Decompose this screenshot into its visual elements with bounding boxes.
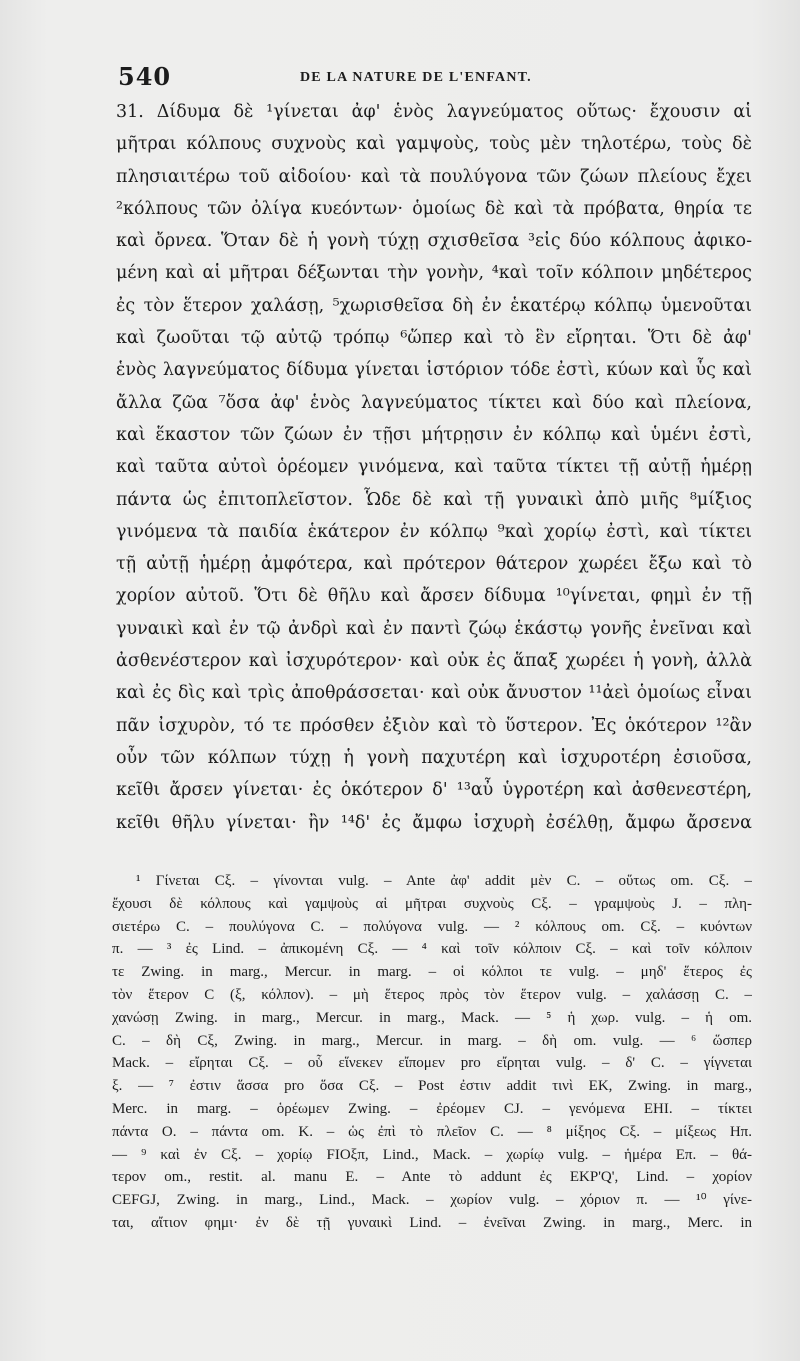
body-line: ἐς τὸν ἕτερον χαλάσῃ, ⁵χωρισθεῖσα δὴ ἐν ἑκατέρῳ κόλπῳ ὑμενοῦται — [116, 295, 752, 316]
footnote-line: ται, αἴτιον φημι· ἐν δὲ τῇ γυναικὶ Lind. – ἐνεῖναι Zwing. in marg., Merc. in — [112, 1214, 752, 1231]
footnote-line: τε Zwing. in marg., Mercur. in marg. – οἱ κόλποι τε vulg. – μηδ' ἕτερος ἐς — [112, 964, 752, 981]
footnote-line: ξ. — ⁷ ἐστιν ἅσσα pro ὅσα Cξ. – Post ἐστιν addit τινὶ EK, Zwing. in marg., — [112, 1078, 752, 1095]
footnote-line: σιετέρω C. – πουλύγονα C. – πολύγονα vulg. — ² κόλπους om. Cξ. – κυόντων — [112, 918, 752, 935]
body-line: οὖν τῶν κόλπων τύχῃ ἡ γονὴ παχυτέρη καὶ ἰσχυροτέρη ἐσιοῦσα, — [116, 747, 752, 768]
page-number: 540 — [118, 62, 172, 91]
body-line: καὶ ὄρνεα. Ὅταν δὲ ἡ γονὴ τύχῃ σχισθεῖσα ³εἰς δύο κόλπους ἀφικο- — [116, 231, 752, 252]
body-line: γυναικὶ καὶ ἐν τῷ ἀνδρὶ καὶ ἐν παντὶ ζώῳ ἑκάστῳ γονῆς ἐνεῖναι καὶ — [116, 618, 752, 639]
footnote-line: χανώσῃ Zwing. in marg., Mercur. in marg., Mack. — ⁵ ἡ χωρ. vulg. – ἡ om. — [112, 1009, 752, 1026]
body-line: ἑνὸς λαγνεύματος δίδυμα γίνεται ἱστόριον τόδε ἐστὶ, κύων καὶ ὗς καὶ — [116, 360, 752, 381]
body-line: κεῖθι ἄρσεν γίνεται· ἐς ὁκότερον δ' ¹³αὖ ὑγροτέρη καὶ ἀσθενεστέρη, — [116, 780, 752, 801]
page-header — [118, 62, 758, 92]
footnote-line: πάντα O. – πάντα om. K. – ὡς ἐπὶ τὸ πλεῖον C. — ⁸ μίξηος Cξ. – μίξεως Hπ. — [112, 1123, 752, 1140]
body-line: καὶ ἐς δὶς καὶ τρὶς ἀποθράσσεται· καὶ οὐκ ἄνυστον ¹¹ἀεὶ ὁμοίως εἶναι — [116, 683, 752, 704]
body-line: χορίον αὐτοῦ. Ὅτι δὲ θῆλυ καὶ ἄρσεν δίδυμα ¹⁰γίνεται, φημὶ ἐν τῇ — [116, 586, 752, 607]
footnote-line: CEFGJ, Zwing. in marg., Lind., Mack. – χωρίον vulg. – χόριον π. — ¹⁰ γίνε- — [112, 1192, 752, 1209]
body-line: ἀσθενέστερον καὶ ἰσχυρότερον· καὶ οὐκ ἐς ἅπαξ χωρέει ἡ γονὴ, ἀλλὰ — [116, 651, 752, 672]
body-line: τῇ αὐτῇ ἡμέρῃ ἀμφότερα, καὶ πρότερον θάτερον χωρέει ἔξω καὶ τὸ — [116, 554, 752, 575]
body-line: πάντα ὡς ἐπιτοπλεῖστον. Ὧδε δὲ καὶ τῇ γυναικὶ ἀπὸ μιῆς ⁸μίξιος — [116, 489, 752, 510]
footnote-line: π. — ³ ἐς Lind. – ἀπικομένη Cξ. — ⁴ καὶ τοῖν κόλποιν Cξ. – καὶ τοῖν κόλποιν — [112, 941, 752, 958]
body-line: πᾶν ἰσχυρὸν, τό τε πρόσθεν ἐξιὸν καὶ τὸ ὕστερον. Ἐς ὁκότερον ¹²ἂν — [116, 715, 752, 736]
body-line: γινόμενα τὰ παιδία ἑκάτερον ἐν κόλπῳ ⁹καὶ χορίῳ ἐστὶ, καὶ τίκτει — [116, 521, 752, 542]
footnote-line: τερον om., restit. al. manu E. – Ante τὸ addunt ἐς EKP'Q', Lind. – χορίον — [112, 1169, 752, 1186]
footnote-line: Merc. in marg. – ὁρέωμεν Zwing. – ἐρέομεν CJ. – γενόμενα EHI. – τίκτει — [112, 1100, 752, 1117]
body-line: 31. Δίδυμα δὲ ¹γίνεται ἀφ' ἑνὸς λαγνεύματος οὕτως· ἔχουσιν αἱ — [116, 102, 752, 122]
footnotes — [112, 870, 752, 1235]
body-line: καὶ ταῦτα αὐτοὶ ὁρέομεν γινόμενα, καὶ ταῦτα τίκτει τῇ αὐτῇ ἡμέρῃ — [116, 457, 752, 478]
body-line: ²κόλπους τῶν ὀλίγα κυεόντων· ὁμοίως δὲ καὶ τὰ πρόβατα, θηρία τε — [116, 198, 752, 219]
body-line: μῆτραι κόλπους συχνοὺς καὶ γαμψοὺς, τοὺς μὲν τηλοτέρω, τοὺς δὲ — [116, 134, 752, 155]
footnote-line: ¹ Γίνεται Cξ. – γίνονται vulg. – Ante ἀφ' addit μὲν C. – οὕτως om. Cξ. – — [136, 873, 752, 889]
footnote-line: C. – δὴ Cξ, Zwing. in marg., Mercur. in marg. – δὴ om. vulg. — ⁶ ὥσπερ — [112, 1032, 752, 1049]
footnote-line: ἔχουσι δὲ κόλπους καὶ γαμψοὺς αἱ μῆτραι συχνοὺς Cξ. – γραμψοὺς J. – πλη- — [112, 895, 752, 912]
footnote-line: τὸν ἕτερον C (ξ, κόλπον). – μὴ ἕτερος πρὸς τὸν ἕτερον vulg. – χαλάσσῃ C. – — [112, 986, 752, 1003]
body-line: ἄλλα ζῶα ⁷ὅσα ἀφ' ἑνὸς λαγνεύματος τίκτει καὶ δύο καὶ πλείονα, — [116, 392, 752, 413]
body-line: καὶ ζωοῦται τῷ αὐτῷ τρόπῳ ⁶ὥπερ καὶ τὸ ἓν εἴρηται. Ὅτι δὲ ἀφ' — [116, 328, 752, 349]
footnote-line: — ⁹ καὶ ἐν Cξ. – χορίῳ FIOξπ, Lind., Mack. – χωρίῳ vulg. – ἡμέρα Eπ. – θά- — [112, 1146, 752, 1163]
body-line: πλησιαιτέρω τοῦ αἰδοίου· καὶ τὰ πουλύγονα τῶν ζώων πλείους ἔχει — [116, 166, 752, 187]
body-line: μένη καὶ αἱ μῆτραι δέξωνται τὴν γονὴν, ⁴καὶ τοῖν κόλποιν μηδέτερος — [116, 263, 752, 284]
running-title: DE LA NATURE DE L'ENFANT. — [300, 70, 532, 85]
body-line: κεῖθι θῆλυ γίνεται· ἢν ¹⁴δ' ἐς ἄμφω ἰσχυρὴ ἐσέλθῃ, ἄμφω ἄρσενα — [116, 812, 752, 833]
body-line: καὶ ἕκαστον τῶν ζώων ἐν τῇσι μήτρῃσιν ἐν κόλπῳ καὶ ὑμένι ἐστὶ, — [116, 424, 752, 445]
footnote-line: Mack. – εἴρηται Cξ. – οὗ εἵνεκεν εἴπομεν pro εἴρηται vulg. – δ' C. – γίγνεται — [112, 1055, 752, 1072]
greek-body-text — [116, 96, 752, 839]
